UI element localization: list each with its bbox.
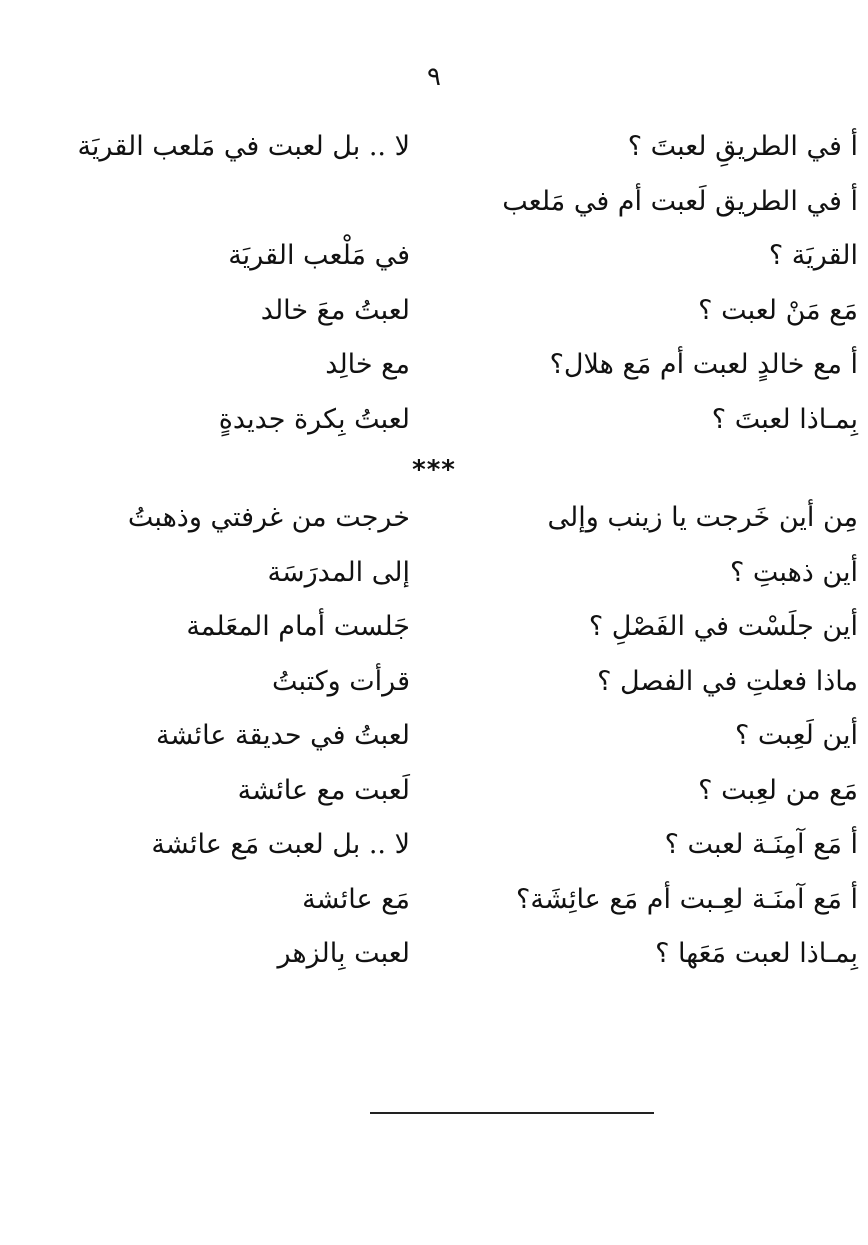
- answer-text: لا .. بل لعبت مَع عائشة: [151, 829, 410, 860]
- question-text: القريَة ؟: [768, 240, 858, 271]
- dialogue-row: [0, 178, 868, 233]
- answer-text: لعبت بِالزهر: [277, 938, 410, 969]
- question-text: أين ذهبتِ ؟: [730, 556, 858, 588]
- dialogue-row: [0, 767, 868, 822]
- dialogue-row: [0, 549, 868, 604]
- separator-row: [0, 450, 868, 494]
- page-number: ٩: [427, 62, 441, 92]
- answer-text: خرجت من غرفتي وذهبتُ: [127, 502, 410, 533]
- dialogue-row: [0, 341, 868, 396]
- question-text: أ مع خالدٍ لعبت أم مَع هلال؟: [549, 349, 858, 380]
- answer-text: لعبتُ في حديقة عائشة: [156, 720, 410, 751]
- dialogue-rows: [0, 123, 868, 985]
- question-text: مِن أين خَرجت يا زينب وإلى: [547, 502, 858, 533]
- answer-text: جَلست أمام المعَلمة: [186, 611, 410, 642]
- question-text: مَع مَنْ لعبت ؟: [698, 294, 858, 326]
- dialogue-row: [0, 232, 868, 287]
- question-text: أين لَعِبت ؟: [735, 720, 858, 751]
- question-text: أ في الطريق لَعبت أم في مَلعب: [502, 185, 858, 217]
- question-text: أ مَع آمِنَـة لعبت ؟: [664, 829, 858, 860]
- question-text: مَع من لعِبت ؟: [698, 774, 858, 806]
- answer-text: لعبتُ بِكرة جديدةٍ: [218, 403, 410, 435]
- answer-text: مع خالِد: [325, 349, 410, 380]
- dialogue-row: [0, 123, 868, 178]
- question-text: بِمـاذا لعبت مَعَها ؟: [655, 938, 858, 969]
- answer-text: إلى المدرَسَة: [267, 556, 410, 588]
- answer-text: لا .. بل لعبت في مَلعب القريَة: [77, 131, 410, 162]
- dialogue-row: [0, 603, 868, 658]
- question-text: أ في الطريقِ لعبتَ ؟: [627, 131, 858, 162]
- dialogue-row: [0, 396, 868, 451]
- question-text: ماذا فعلتِ في الفصل ؟: [597, 665, 858, 697]
- question-text: بِمـاذا لعبتَ ؟: [711, 403, 858, 435]
- question-text: أ مَع آمنَـة لعِـبت أم مَع عائِشَة؟: [516, 883, 858, 915]
- dialogue-row: [0, 821, 868, 876]
- dialogue-row: [0, 876, 868, 931]
- bottom-divider-line: [370, 1112, 654, 1114]
- section-separator: ***: [412, 455, 456, 485]
- answer-text: في مَلْعب القريَة: [228, 240, 410, 271]
- dialogue-row: [0, 658, 868, 713]
- answer-text: لعبتُ معَ خالد: [260, 294, 410, 326]
- dialogue-row: [0, 287, 868, 342]
- question-text: أين جلَسْت في الفَصْلِ ؟: [588, 611, 858, 642]
- dialogue-row: [0, 712, 868, 767]
- answer-text: قرأت وكتبتُ: [271, 665, 410, 697]
- dialogue-row: [0, 494, 868, 549]
- answer-text: لَعبت مع عائشة: [237, 774, 410, 806]
- answer-text: مَع عائشة: [302, 883, 410, 915]
- dialogue-row: [0, 930, 868, 985]
